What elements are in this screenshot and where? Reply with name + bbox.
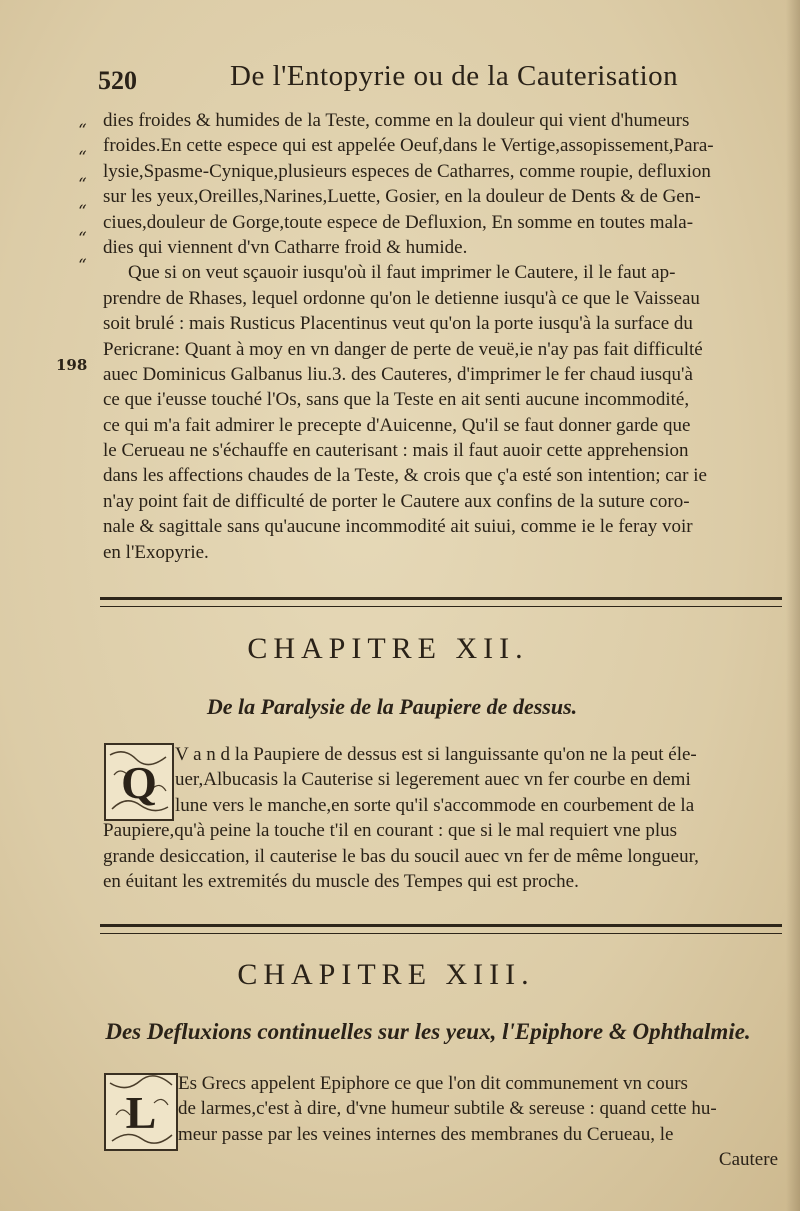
body-text-chapter13 [103, 1071, 783, 1173]
quote-mark: “ [78, 256, 87, 276]
chapter-subtitle: De la Paralysie de la Paupiere de dessus. [206, 694, 578, 719]
chapter-title: CHAPITRE XIII. [237, 958, 535, 991]
text-line: en éuitant les extremités du muscle des Tempes qui est proche. [103, 870, 579, 892]
text-line: uer,Albucasis la Cauterise si legerement auec vn fer courbe en demi [175, 769, 691, 791]
text-line: n'ay point fait de difficulté de porter le Cautere aux confins de la suture coro- [103, 490, 690, 512]
text-line: auec Dominicus Galbanus liu.3. des Cauteres, d'imprimer le fer chaud iusqu'à [103, 363, 693, 385]
page-number: 520 [98, 66, 137, 95]
margin-quote-marks [78, 118, 100, 280]
section-rule [100, 924, 782, 934]
text-line: de larmes,c'est à dire, d'vne humeur subtile & sereuse : quand cette hu- [178, 1098, 717, 1120]
body-text-chapter12 [103, 742, 783, 894]
text-line: dies qui viennent d'vn Catharre froid & humide. [103, 236, 468, 258]
running-head: De l'Entopyrie ou de la Cauterisation [230, 60, 679, 92]
text-line: Es Grecs appelent Epiphore ce que l'on dit communement vn cours [178, 1073, 688, 1094]
section-rule [100, 597, 782, 607]
text-line: prendre de Rhases, lequel ordonne qu'on le detienne iusqu'à ce que le Vaisseau [103, 287, 700, 309]
text-line: Pericrane: Quant à moy en vn danger de perte de veuë,ie n'ay pas fait difficulté [103, 338, 703, 360]
drop-cap-letter: Q [121, 756, 157, 808]
text-line: le Cerueau ne s'échauffe en cauterisant : mais il faut auoir cette apprehension [103, 440, 689, 462]
text-line: dies froides & humides de la Teste, comme en la douleur qui vient d'humeurs [103, 110, 690, 131]
quote-mark: “ [78, 121, 87, 141]
drop-cap-letter: L [125, 1086, 157, 1138]
body-text-section1 [103, 108, 783, 565]
text-line: Que si on veut sçauoir iusqu'où il faut imprimer le Cautere, il le faut ap- [128, 262, 676, 284]
text-line: ce qui m'a fait admirer le precepte d'Auicenne, Qu'il se faut donner garde que [103, 414, 691, 436]
chapter-title: CHAPITRE XII. [247, 632, 529, 665]
text-line: Paupiere,qu'à peine la touche t'il en courant : que si le mal requiert vne plus [103, 820, 678, 842]
quote-mark: “ [78, 175, 87, 195]
text-line: V a n d la Paupiere de dessus est si languissante qu'on ne la peut éle- [175, 744, 697, 765]
text-line: en l'Exopyrie. [103, 541, 209, 563]
text-line: meur passe par les veines internes des membranes du Cerueau, le [178, 1123, 674, 1145]
text-line: soit brulé : mais Rusticus Placentinus veut qu'on la porte iusqu'à la surface du [103, 313, 693, 335]
text-line: ciues,douleur de Gorge,toute espece de Defluxion, En somme en toutes mala- [103, 211, 694, 233]
text-line: nale & sagittale sans qu'aucune incommodité ait suiui, comme ie le feray voir [103, 516, 693, 538]
quote-mark: “ [78, 202, 87, 222]
quote-mark: “ [78, 229, 87, 249]
quote-mark: “ [78, 148, 87, 168]
text-line: lune vers le manche,en sorte qu'il s'accommode en courbement de la [175, 794, 695, 816]
text-line: sur les yeux,Oreilles,Narines,Luette, Gosier, en la douleur de Dents & de Gen- [103, 186, 701, 208]
text-line: froides.En cette espece qui est appelée Oeuf,dans le Vertige,assopissement,Para- [103, 135, 714, 157]
text-line: dans les affections chaudes de la Teste, & crois que ç'a esté son intention; car ie [103, 465, 707, 487]
chapter-subtitle: Des Defluxions continuelles sur les yeux, l'Epiphore & Ophthalmie. [105, 1019, 751, 1044]
page-header [98, 60, 698, 100]
catchword: Cautere [718, 1149, 778, 1171]
margin-number: 198 [56, 356, 88, 374]
text-line: lysie,Spasme-Cynique,plusieurs especes de Catharres, comme roupie, defluxion [103, 160, 711, 182]
text-line: ce que i'eusse touché l'Os, sans que la Teste en ait senti aucune incommodité, [103, 389, 690, 411]
text-line: grande desiccation, il cauterise le bas du soucil auec vn fer de même longueur, [103, 845, 699, 867]
